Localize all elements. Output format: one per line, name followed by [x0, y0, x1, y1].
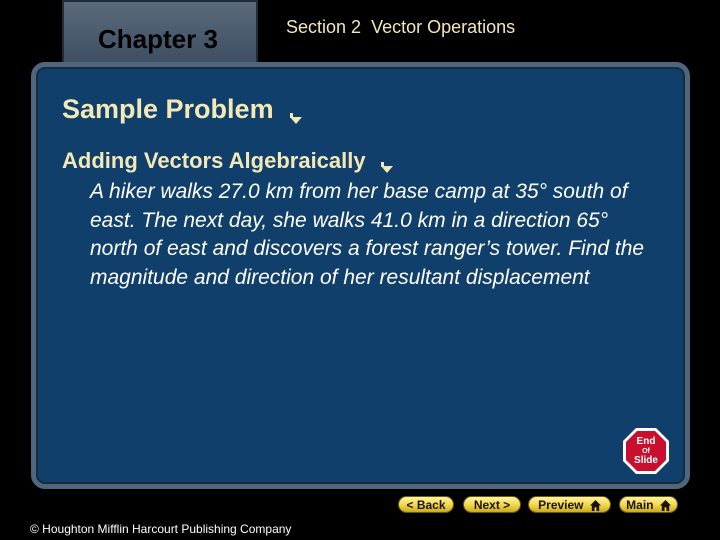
back-label: < Back — [406, 498, 446, 512]
main-label: Main — [626, 498, 654, 512]
arrow-down-icon — [289, 111, 303, 125]
end-sign-line1: End — [636, 436, 656, 447]
house-icon — [590, 500, 601, 511]
copyright-text: © Houghton Mifflin Harcourt Publishing Company — [30, 522, 292, 536]
problem-text: A hiker walks 27.0 km from her base camp at 35° south of east. The next day, she walks 41.0 km in a direction 65° north of east and discovers a forest ranger’s tower. Find the magnitude and direction of her resultant displacement — [90, 180, 645, 289]
end-sign-line2: Of — [642, 448, 650, 455]
preview-button[interactable] — [528, 496, 611, 513]
sample-problem-heading — [62, 94, 303, 125]
next-button[interactable] — [463, 496, 521, 513]
end-sign-line3: Slide — [634, 455, 658, 466]
arrow-down-icon — [380, 160, 394, 174]
subheading-text: Adding Vectors Algebraically — [62, 148, 366, 173]
end-of-slide-sign[interactable] — [622, 427, 670, 475]
preview-label: Preview — [538, 498, 584, 512]
main-button[interactable] — [619, 496, 678, 513]
next-label: Next > — [473, 498, 511, 512]
adding-vectors-subheading — [62, 148, 394, 174]
heading-text: Sample Problem — [62, 94, 274, 124]
section-title — [286, 17, 515, 38]
chapter-title: Chapter 3 — [98, 24, 218, 54]
section-label: Section 2 — [286, 17, 362, 37]
section-name: Vector Operations — [371, 17, 516, 37]
house-icon — [660, 500, 671, 511]
back-button[interactable] — [398, 496, 454, 513]
